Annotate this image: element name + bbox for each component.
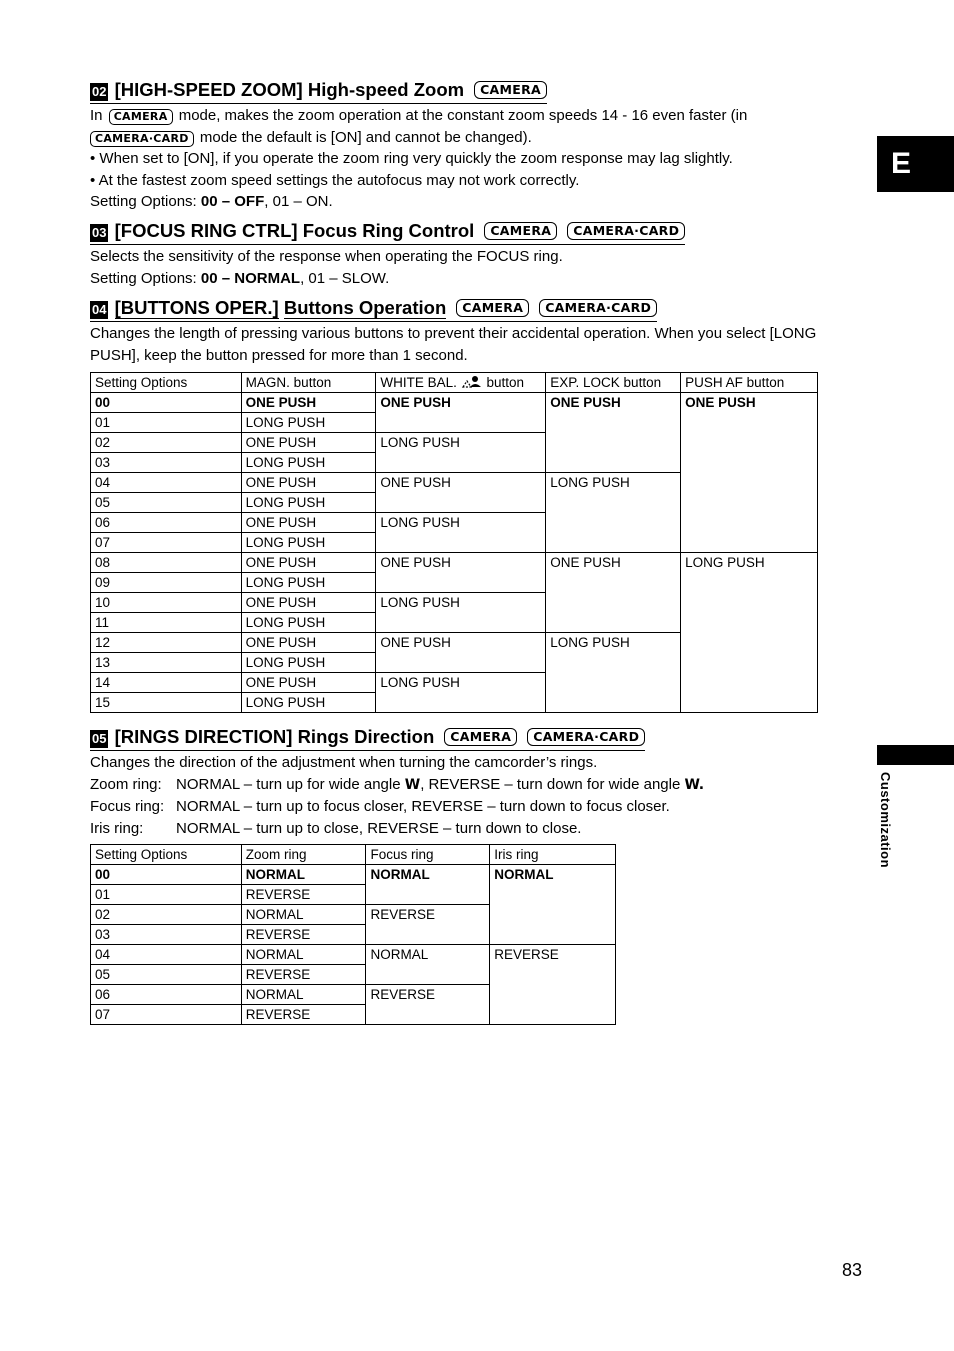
option-cell: 09	[91, 573, 242, 593]
section-number: 03	[92, 225, 107, 240]
description	[90, 323, 816, 366]
wb-cell: LONG PUSH	[376, 513, 546, 553]
magn-cell: LONG PUSH	[241, 453, 376, 473]
magn-cell: ONE PUSH	[241, 593, 376, 613]
header-cell: Zoom ring	[241, 845, 366, 865]
zoom-cell: NORMAL	[241, 945, 366, 965]
wide-angle-icon: W	[404, 776, 421, 793]
wb-cell: ONE PUSH	[376, 553, 546, 593]
text: , 01 – SLOW.	[300, 269, 390, 287]
text: mode, makes the zoom operation at the constant zoom speeds 14 - 16 even faster (in	[178, 107, 748, 124]
language-tab-letter: E	[891, 147, 912, 180]
zoom-cell: NORMAL	[241, 905, 366, 925]
label: Focus ring:	[90, 798, 165, 815]
magn-cell: LONG PUSH	[241, 653, 376, 673]
label: Zoom ring:	[90, 775, 162, 793]
zoom-cell: NORMAL	[241, 985, 366, 1005]
magn-cell: ONE PUSH	[241, 633, 376, 653]
section-heading	[90, 219, 685, 245]
option-cell: 02	[91, 433, 242, 453]
menu-item-name: [FOCUS RING CTRL]	[114, 220, 298, 241]
bullet-note: • At the fastest zoom speed settings the autofocus may not work correctly.	[90, 171, 580, 189]
wb-cell: ONE PUSH	[376, 473, 546, 513]
default-option: 00 – NORMAL	[200, 269, 301, 287]
header-cell: Setting Options	[91, 845, 242, 865]
section-number: 02	[92, 84, 107, 99]
focus-cell: NORMAL	[366, 945, 490, 985]
zoom-ring-note	[90, 774, 704, 797]
magn-cell: ONE PUSH	[241, 473, 376, 493]
text: button	[486, 375, 524, 390]
section-high-speed-zoom	[90, 78, 747, 213]
camera-mode-badge: CAMERA	[444, 728, 517, 746]
wb-cell: LONG PUSH	[376, 433, 546, 473]
text: NORMAL – turn up to focus closer, REVERSE – turn down to focus closer.	[176, 798, 670, 815]
default-option: 00 – OFF	[200, 193, 265, 210]
option-cell: 07	[91, 533, 242, 553]
bullet-note: • When set to [ON], if you operate the zoom ring very quickly the zoom response may lag slightly.	[90, 150, 733, 167]
option-cell: 00	[91, 393, 242, 413]
af-cell: LONG PUSH	[681, 553, 818, 713]
exp-cell: LONG PUSH	[546, 633, 681, 713]
option-cell: 12	[91, 633, 242, 653]
text: NORMAL – turn up for wide angle	[176, 775, 401, 793]
option-cell: 02	[91, 905, 242, 925]
option-cell: 14	[91, 673, 242, 693]
camera-mode-badge: CAMERA	[456, 299, 529, 317]
wb-cell: ONE PUSH	[376, 633, 546, 673]
description: Selects the sensitivity of the response when operating the FOCUS ring.	[90, 248, 563, 265]
rings-direction-table	[90, 844, 616, 1025]
magn-cell: LONG PUSH	[241, 413, 376, 433]
camera-card-mode-badge: CAMERA·CARD	[527, 728, 645, 746]
language-tab	[877, 136, 954, 192]
camera-mode-badge: CAMERA	[474, 81, 547, 99]
iris-cell: REVERSE	[490, 945, 616, 1025]
menu-item-name: [RINGS DIRECTION]	[114, 726, 293, 747]
header-cell	[376, 373, 546, 393]
section-heading	[90, 296, 657, 322]
text: Changes the length of pressing various buttons to prevent their accidental operation. When you select [LONG	[90, 325, 817, 342]
description	[90, 105, 747, 148]
magn-cell: LONG PUSH	[241, 573, 376, 593]
text: Setting Options:	[90, 269, 197, 287]
focus-cell: REVERSE	[366, 985, 490, 1025]
header-cell: Iris ring	[490, 845, 616, 865]
exp-cell: ONE PUSH	[546, 553, 681, 633]
description: Changes the direction of the adjustment when turning the camcorder’s rings.	[90, 754, 598, 771]
section-rings-direction	[90, 725, 704, 839]
table-row	[91, 945, 616, 965]
exp-cell: LONG PUSH	[546, 473, 681, 553]
option-cell: 01	[91, 885, 242, 905]
table-row	[91, 393, 818, 413]
option-cell: 11	[91, 613, 242, 633]
magn-cell: LONG PUSH	[241, 693, 376, 713]
iris-cell: NORMAL	[490, 865, 616, 945]
text: WHITE BAL.	[380, 375, 457, 390]
section-heading	[90, 78, 547, 104]
zoom-cell: REVERSE	[241, 1005, 366, 1025]
option-cell: 04	[91, 945, 242, 965]
wide-angle-icon: W.	[684, 776, 705, 793]
option-cell: 06	[91, 985, 242, 1005]
option-cell: 05	[91, 493, 242, 513]
zoom-cell: REVERSE	[241, 925, 366, 945]
camera-card-mode-badge: CAMERA·CARD	[90, 131, 194, 147]
text: , REVERSE – turn down for wide angle	[420, 775, 681, 793]
af-cell: ONE PUSH	[681, 393, 818, 553]
text: In	[90, 107, 103, 124]
magn-cell: ONE PUSH	[241, 673, 376, 693]
zoom-cell: REVERSE	[241, 965, 366, 985]
buttons-operation-table	[90, 372, 818, 713]
option-cell: 01	[91, 413, 242, 433]
table-header-row	[91, 845, 616, 865]
camera-mode-badge: CAMERA	[484, 222, 557, 240]
magn-cell: LONG PUSH	[241, 613, 376, 633]
section-number: 04	[92, 302, 107, 317]
custom-white-balance-icon	[461, 375, 483, 389]
section-marker-bar	[877, 745, 954, 765]
option-cell: 15	[91, 693, 242, 713]
zoom-cell: REVERSE	[241, 885, 366, 905]
text: , 01 – ON.	[264, 193, 333, 210]
text: Setting Options:	[90, 193, 197, 210]
option-cell: 13	[91, 653, 242, 673]
setting-options	[90, 268, 685, 290]
setting-options	[90, 191, 747, 213]
section-title: Focus Ring Control	[302, 220, 475, 241]
camera-card-mode-badge: CAMERA·CARD	[567, 222, 685, 240]
wb-cell: ONE PUSH	[376, 393, 546, 433]
focus-ring-note	[90, 796, 704, 818]
option-cell: 08	[91, 553, 242, 573]
magn-cell: LONG PUSH	[241, 493, 376, 513]
camera-mode-badge: CAMERA	[109, 109, 173, 125]
option-cell: 05	[91, 965, 242, 985]
zoom-cell: NORMAL	[241, 865, 366, 885]
camera-card-mode-badge: CAMERA·CARD	[539, 299, 657, 317]
table-row	[91, 865, 616, 885]
header-cell: PUSH AF button	[681, 373, 818, 393]
option-cell: 07	[91, 1005, 242, 1025]
section-title: High-speed Zoom	[307, 79, 465, 100]
option-cell: 04	[91, 473, 242, 493]
option-cell: 03	[91, 925, 242, 945]
table-header-row	[91, 373, 818, 393]
wb-cell: LONG PUSH	[376, 593, 546, 633]
focus-cell: REVERSE	[366, 905, 490, 945]
magn-cell: ONE PUSH	[241, 393, 376, 413]
header-cell: Focus ring	[366, 845, 490, 865]
text: mode the default is [ON] and cannot be changed).	[199, 128, 532, 146]
option-cell: 06	[91, 513, 242, 533]
table-row	[91, 553, 818, 573]
label: Iris ring:	[90, 819, 144, 837]
menu-item-name: [HIGH-SPEED ZOOM]	[114, 79, 303, 100]
menu-item-name: [BUTTONS OPER.]	[114, 297, 279, 318]
magn-cell: LONG PUSH	[241, 533, 376, 553]
wb-cell: LONG PUSH	[376, 673, 546, 713]
iris-ring-note	[90, 818, 704, 840]
section-title: Buttons Operation	[283, 297, 447, 318]
magn-cell: ONE PUSH	[241, 513, 376, 533]
section-heading	[90, 725, 645, 751]
section-focus-ring-control	[90, 219, 685, 289]
magn-cell: ONE PUSH	[241, 553, 376, 573]
option-cell: 10	[91, 593, 242, 613]
option-cell: 00	[91, 865, 242, 885]
section-buttons-operation	[90, 296, 816, 366]
focus-cell: NORMAL	[366, 865, 490, 905]
chapter-label: Customization	[878, 772, 893, 869]
page-number: 83	[842, 1260, 863, 1280]
text: NORMAL – turn up to close, REVERSE – turn down to close.	[176, 819, 582, 837]
text: PUSH], keep the button pressed for more than 1 second.	[90, 346, 468, 364]
header-cell: EXP. LOCK button	[546, 373, 681, 393]
section-number: 05	[92, 731, 107, 746]
exp-cell: ONE PUSH	[546, 393, 681, 473]
magn-cell: ONE PUSH	[241, 433, 376, 453]
header-cell: Setting Options	[91, 373, 242, 393]
section-title: Rings Direction	[297, 726, 435, 747]
header-cell: MAGN. button	[241, 373, 376, 393]
option-cell: 03	[91, 453, 242, 473]
